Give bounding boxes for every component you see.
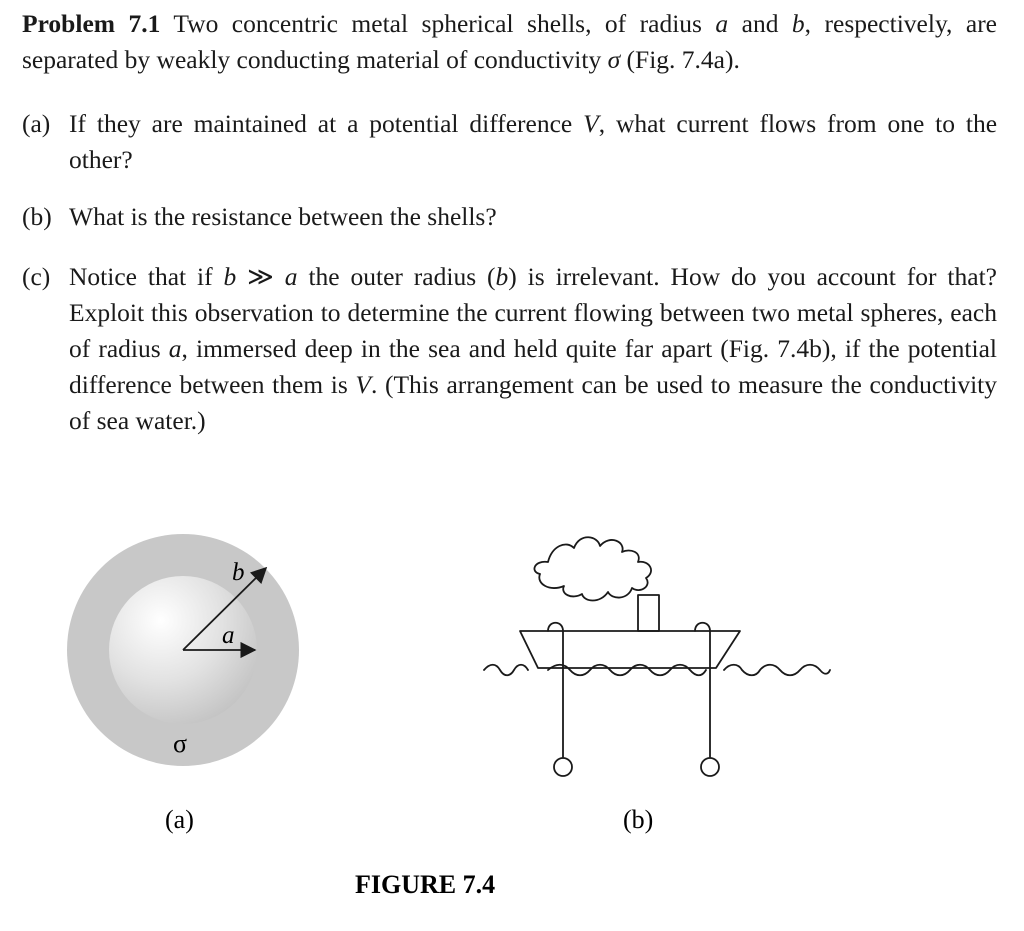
right-cable <box>695 623 710 757</box>
panel-a-diagram <box>67 534 299 766</box>
smokestack <box>638 595 659 631</box>
ship-hull <box>520 631 740 668</box>
right-sphere <box>701 758 719 776</box>
panel-b-label: (b) <box>623 805 654 834</box>
var-a: a <box>715 9 729 38</box>
sea-waves <box>484 665 830 676</box>
conductivity-label: σ <box>173 729 188 758</box>
problem-text: , respectively, are separated by weakly conducting material of conductivity <box>22 9 998 74</box>
problem-text: (Fig. 7.4a). <box>620 45 740 74</box>
left-cable <box>548 623 563 757</box>
inner-radius-label: a <box>222 622 235 649</box>
part-a-tag: (a) <box>22 109 51 138</box>
smoke-cloud <box>534 537 651 600</box>
problem-text: and <box>728 9 792 38</box>
problem-label: Problem 7.1 <box>22 9 161 38</box>
part-c-tag: (c) <box>22 262 51 291</box>
panel-b-diagram <box>484 537 830 776</box>
problem-text: Two concentric metal spherical shells, of radius <box>160 9 716 38</box>
var-sigma: σ <box>607 45 621 74</box>
var-b: b <box>791 9 805 38</box>
part-b-text: What is the resistance between the shells? <box>69 202 497 231</box>
left-sphere <box>554 758 572 776</box>
figure-caption: FIGURE 7.4 <box>355 870 496 899</box>
part-b-tag: (b) <box>22 202 52 231</box>
part-a-text: If they are maintained at a potential difference V, what current flows from one to the other? <box>69 109 998 174</box>
outer-radius-label: b <box>232 559 245 586</box>
panel-a-label: (a) <box>165 805 194 834</box>
part-c-text: Notice that if b ≫ a the outer radius (b) is irrelevant. How do you account for that? Exploit this observation to determine the current flowing between two metal spheres, each of radius a, immersed deep in the sea and held quite far apart (Fig. 7.4b), if the potential difference between them is V. (This arrangement can be used to measure the conductivity of sea water.) <box>69 262 998 435</box>
